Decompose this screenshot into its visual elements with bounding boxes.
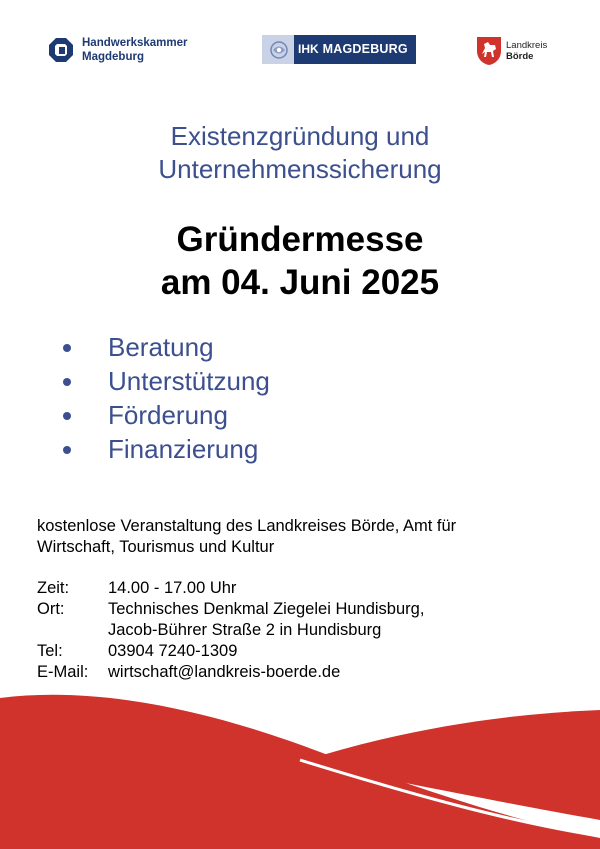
phone-value: 03904 7240-1309 [108, 642, 238, 660]
place-row [37, 599, 424, 641]
coat-of-arms-icon [476, 36, 502, 66]
bullet-icon [63, 412, 71, 420]
headline-line2: Unternehmenssicherung [158, 154, 442, 184]
intro-line1: kostenlose Veranstaltung des Landkreises Börde, Amt für [37, 517, 457, 535]
headline [0, 120, 600, 186]
list-item-label: Unterstützung [108, 366, 270, 396]
list-item [60, 398, 270, 432]
hwk-logo-line2: Magdeburg [82, 51, 144, 63]
title-line1: Gründermesse [176, 220, 424, 259]
bullet-icon [63, 446, 71, 454]
intro-line2: Wirtschaft, Tourismus und Kultur [37, 538, 275, 556]
landkreis-logo-line2: Börde [506, 51, 534, 62]
phone-row [37, 641, 424, 662]
list-item [60, 432, 270, 466]
landkreis-logo-line1: Landkreis [506, 40, 548, 51]
title-line2: am 04. Juni 2025 [160, 263, 440, 302]
list-item [60, 330, 270, 364]
place-line2: Jacob-Bührer Straße 2 in Hundisburg [108, 621, 382, 639]
list-item [60, 364, 270, 398]
time-row [37, 578, 424, 599]
place-value [108, 599, 424, 641]
list-item-label: Finanzierung [108, 434, 259, 464]
page-title [0, 218, 600, 304]
landkreis-logo [476, 36, 547, 66]
list-item-label: Förderung [108, 400, 228, 430]
email-label: E-Mail: [37, 663, 89, 681]
phone-label: Tel: [37, 642, 63, 660]
list-item-label: Beratung [108, 332, 214, 362]
place-label: Ort: [37, 600, 65, 618]
event-details [37, 578, 424, 683]
ihk-abbr: IHK [294, 35, 323, 64]
service-list [60, 330, 270, 466]
headline-line1: Existenzgründung und [170, 121, 430, 151]
place-line1: Technisches Denkmal Ziegelei Hundisburg, [108, 600, 425, 618]
decorative-wave [0, 690, 600, 849]
hwk-octagon-icon [48, 37, 74, 63]
bullet-icon [63, 344, 71, 352]
hwk-logo-line1: Handwerkskammer [82, 37, 188, 49]
time-label: Zeit: [37, 579, 70, 597]
ihk-emblem-icon [268, 40, 290, 60]
time-value: 14.00 - 17.00 Uhr [108, 579, 237, 597]
hwk-logo [48, 36, 187, 64]
intro-text [37, 516, 557, 558]
bullet-icon [63, 378, 71, 386]
email-row [37, 662, 424, 683]
ihk-city: MAGDEBURG [323, 35, 416, 64]
ihk-logo [262, 35, 416, 64]
email-value: wirtschaft@landkreis-boerde.de [108, 663, 341, 681]
